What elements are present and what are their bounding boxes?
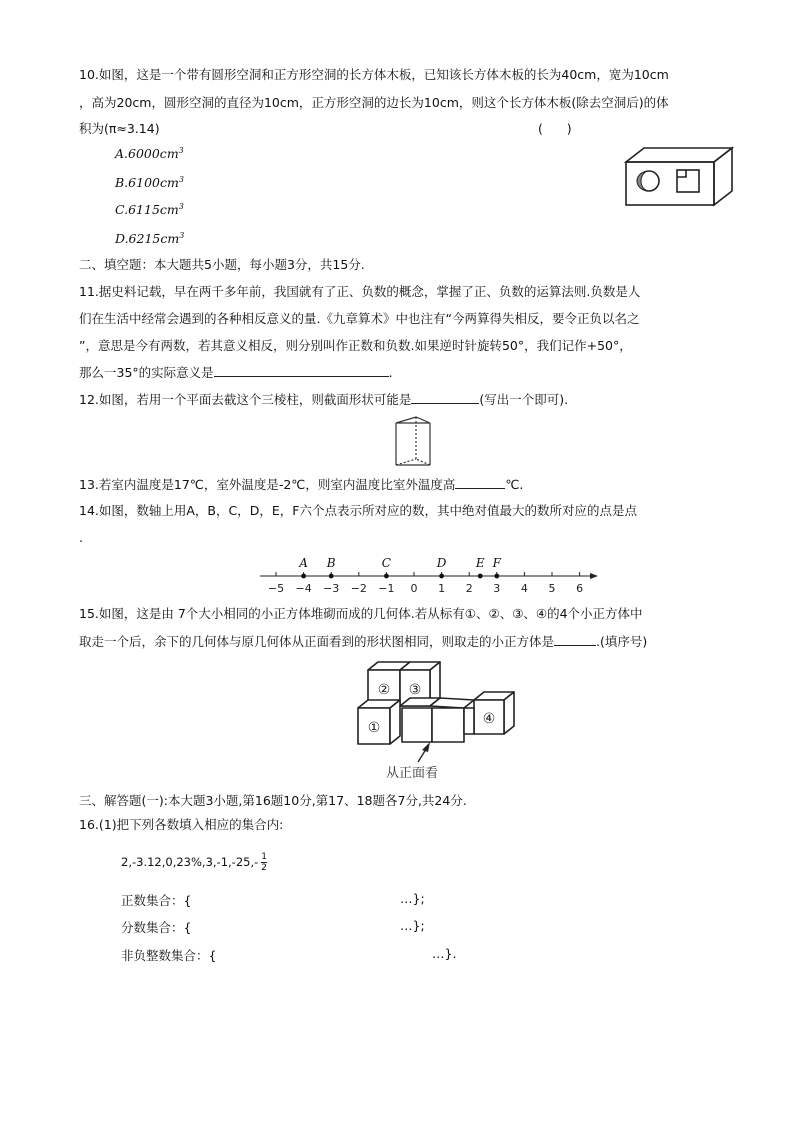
tick-label: 5 [548, 582, 556, 595]
q14-line1: 14.如图，数轴上用A，B，C，D，E，F六个点表示所对应的数，其中绝对值最大的数所对应的点是点 [79, 503, 637, 518]
q10-line3: 积为(π≈3.14) [79, 121, 160, 136]
set-fraction-end: …}; [400, 918, 425, 933]
q16-title: 16.(1)把下列各数填入相应的集合内: [79, 817, 284, 832]
number-line [256, 548, 604, 598]
q11-line1: 11.据史料记载，早在两千多年前，我国就有了正、负数的概念，掌握了正、负数的运算法则.负数是人 [79, 284, 641, 299]
tick-label: −5 [267, 582, 285, 595]
point-c-dot [384, 574, 389, 579]
option-a[interactable]: $A.6000cm^3$ [115, 146, 184, 162]
q11-line2: 们在生活中经常会遇到的各种相反意义的量.《九章算术》中也注有“今两算得失相反，要令正负以名之 [79, 311, 640, 326]
q16-numbers: 2,-3.12,0,23%,3,-1,-25,- $\frac{1}{2}$ [121, 852, 267, 873]
q12-line: 12.如图，若用一个平面去截这个三棱柱，则截面形状可能是 (写出一个即可). [79, 392, 569, 407]
tick-label: 1 [438, 582, 446, 595]
q11-line4: 那么一35°的实际意义是 . [79, 365, 393, 380]
tick-label: 4 [520, 582, 528, 595]
option-c[interactable]: $C.6115cm^3$ [115, 202, 184, 218]
cube-label-1: ① [367, 720, 381, 736]
front-view-caption: 从正面看 [385, 766, 439, 781]
option-d[interactable]: $D.6215cm^3$ [115, 231, 185, 247]
cube-label-4: ④ [482, 711, 496, 727]
cube-label-3: ③ [408, 682, 422, 698]
q13-answer-blank[interactable] [455, 476, 505, 489]
point-f-dot [494, 574, 499, 579]
tick-label: −1 [378, 582, 395, 595]
set-nonneg-integer[interactable]: 非负整数集合：{ [121, 948, 217, 963]
point-e-label: E [475, 556, 485, 570]
q10-line1: 10.如图，这是一个带有圆形空洞和正方形空洞的长方体木板，已知该长方体木板的长为40cm，宽为10cm [79, 67, 669, 82]
q15-line1: 15.如图，这是由 7个大小相同的小正方体堆砌而成的几何体.若从标有①、②、③、④的4个小正方体中 [79, 606, 643, 621]
answer-bracket: ( ) [538, 121, 572, 136]
fraction-one-half: $\frac{1}{2}$ [261, 852, 267, 873]
board-figure [624, 146, 736, 208]
point-d-label: D [436, 556, 447, 570]
set-nonneg-integer-end: …}. [432, 946, 457, 961]
cube-stack-figure [352, 660, 517, 782]
tick-label: −4 [295, 582, 312, 595]
q10-line2: ，高为20cm，圆形空洞的直径为10cm，正方形空洞的边长为10cm，则这个长方体木板(除去空洞后)的体 [79, 95, 669, 110]
tick-label: 2 [465, 582, 473, 595]
point-b-dot [329, 574, 334, 579]
q14-line2: . [79, 530, 83, 545]
tick-label: 3 [493, 582, 501, 595]
q11-line3: ”，意思是今有两数，若其意义相反，则分别叫作正数和负数.如果逆时针旋转50°，我们记作+50°， [79, 338, 632, 353]
q15-answer-blank[interactable] [554, 633, 596, 646]
point-a-dot [301, 574, 306, 579]
point-f-label: F [492, 556, 501, 570]
tick-label: 6 [576, 582, 584, 595]
prism-figure [392, 413, 436, 469]
q13-line: 13.若室内温度是17℃，室外温度是-2℃，则室内温度比室外温度高 ℃. [79, 477, 524, 492]
set-positive[interactable]: 正数集合：{ [121, 893, 192, 908]
set-fraction[interactable]: 分数集合：{ [121, 920, 192, 935]
q11-answer-blank[interactable] [214, 364, 389, 377]
tick-label: 0 [410, 582, 418, 595]
point-c-label: C [381, 556, 391, 570]
point-b-label: B [326, 556, 336, 570]
tick-label: −3 [323, 582, 340, 595]
point-d-dot [439, 574, 444, 579]
point-e-dot [478, 574, 483, 579]
q12-answer-blank[interactable] [411, 391, 479, 404]
cube-label-2: ② [377, 682, 391, 698]
number-line-arrow [590, 573, 598, 579]
q15-line2: 取走一个后，余下的几何体与原几何体从正面看到的形状图相同，则取走的小正方体是 .(填序号) [79, 634, 648, 649]
section3-heading: 三、解答题(一):本大题3小题,第16题10分,第17、18题各7分,共24分. [79, 793, 467, 808]
point-a-label: A [299, 556, 308, 570]
view-arrow-head [422, 742, 430, 752]
option-b[interactable]: $B.6100cm^3$ [115, 175, 184, 191]
set-positive-end: …}; [400, 891, 425, 906]
section2-heading: 二、填空题：本大题共5小题，每小题3分，共15分. [79, 257, 365, 272]
tick-label: −2 [350, 582, 367, 595]
